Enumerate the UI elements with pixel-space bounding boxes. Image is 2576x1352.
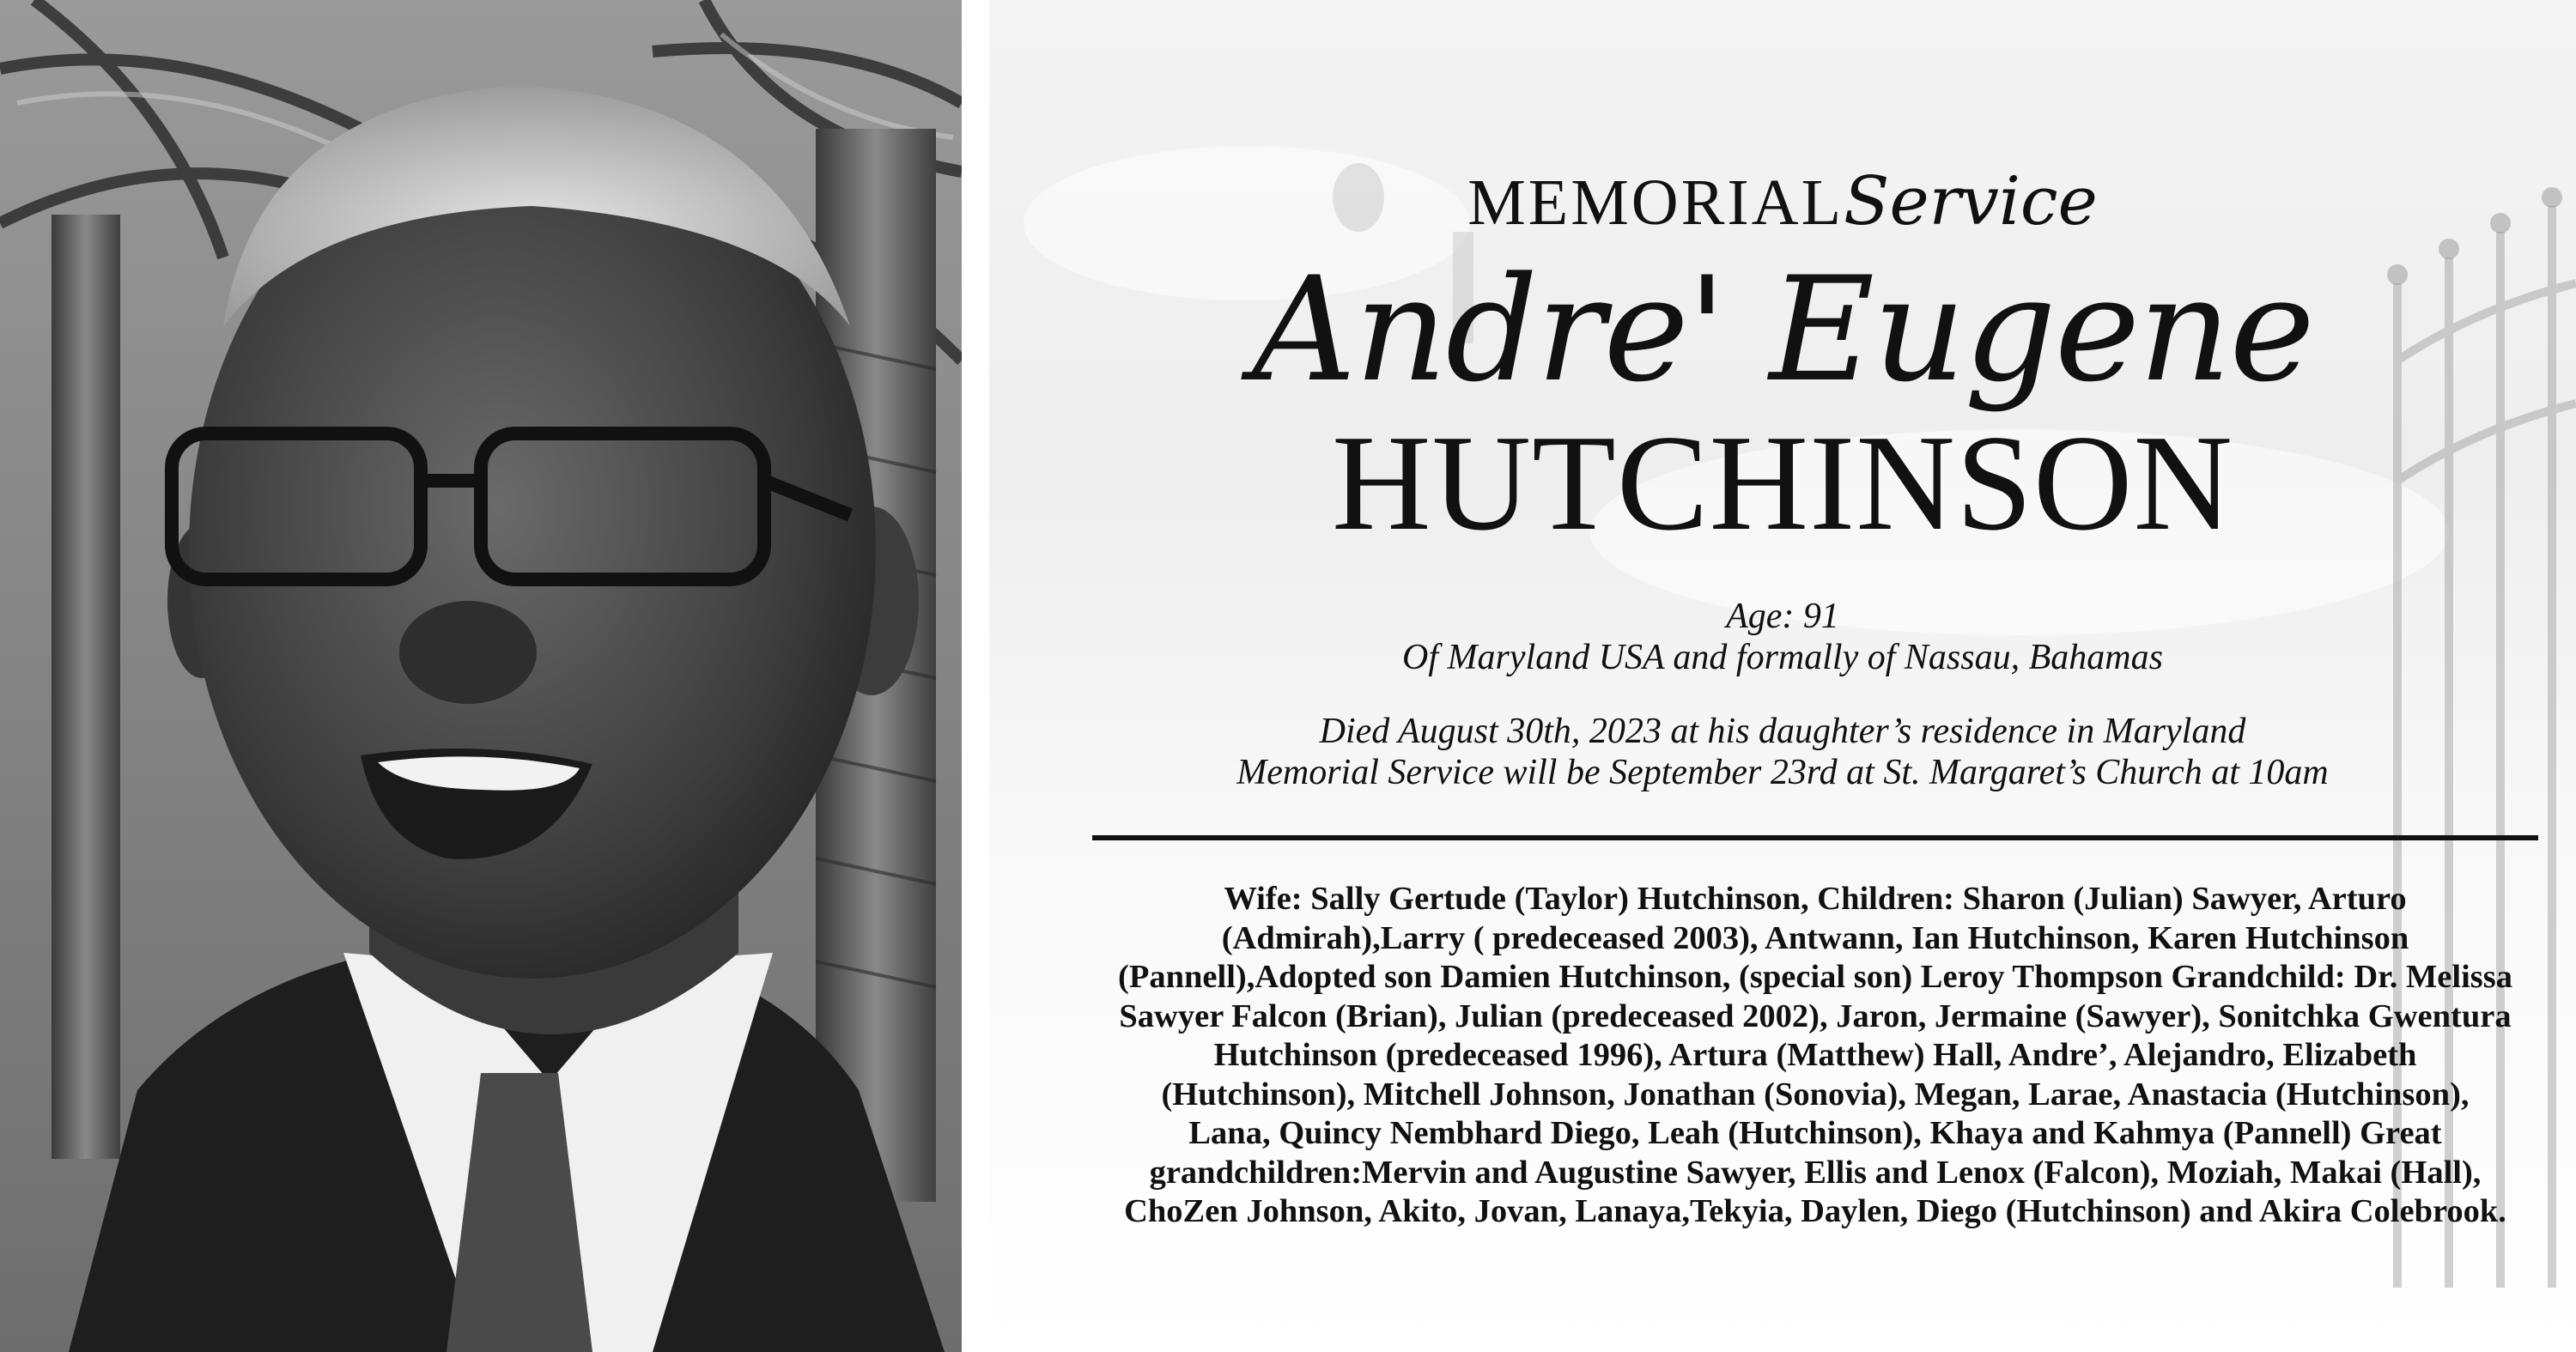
service-info-text: Memorial Service will be September 23rd at St. Margaret’s Church at 10am [1236, 753, 2329, 792]
survivors-paragraph: Wife: Sally Gertude (Taylor) Hutchinson, Children: Sharon (Julian) Sawyer, Arturo (Admirah),Larry ( predeceased 2003), Antwann, Ian Hutchinson, Karen Hutchinson (Pannell),Adopted son Damien Hutchinson, (special son) Leroy Thompson Grandchild: Dr. Melissa Sawyer Falcon (Brian), Julian (predeceased 2002), Jaron, Jermaine (Sawyer), Sonitchka Gwentura Hutchinson (predeceased 1996), Artura (Matthew) Hall, Andre’, Alejandro, Elizabeth (Hutchinson), Mitchell Johnson, Jonathan (Sonovia), Megan, Larae, Anastacia (Hutchinson), Lana, Quincy Nembhard Diego, Leah (Hutchinson), Khaya and Kahmya (Pannell) Great grandchildren:Mervin and Augustine Sawyer, Ellis and Lenox (Falcon), Moziah, Makai (Hall), ChoZen Johnson, Akito, Jovan, Lanaya,Tekyia, Daylen, Diego (Hutchinson) and Akira Colebrook. [1118, 881, 2512, 1229]
portrait-photo [0, 0, 962, 1352]
given-names: Andre' Eugene [1252, 246, 2313, 414]
memorial-service-heading [989, 163, 2576, 240]
age-text: Age: 91 [1726, 597, 1839, 636]
death-text: Died August 30th, 2023 at his daughter’s residence in Maryland [1319, 712, 2246, 751]
service-word: Service [1844, 163, 2098, 240]
divider [1092, 835, 2538, 840]
memorial-word: MEMORIAL [1467, 167, 1844, 239]
panel-separator [962, 0, 989, 1352]
surname: HUTCHINSON [1332, 406, 2233, 559]
origin-text: Of Maryland USA and formally of Nassau, Bahamas [1402, 638, 2163, 677]
memorial-text-panel [989, 0, 2576, 1352]
portrait-illustration [0, 0, 962, 1352]
